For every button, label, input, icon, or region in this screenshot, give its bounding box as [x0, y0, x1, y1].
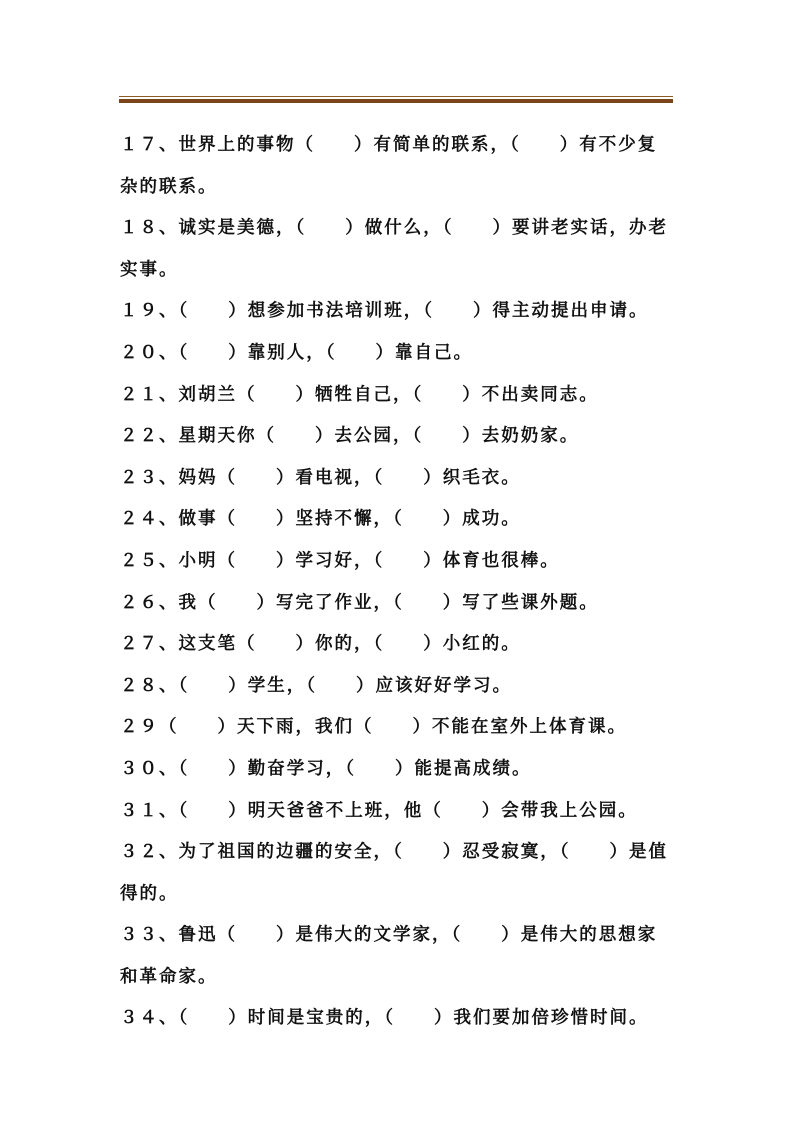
exercise-item-24: ２４、做事（ ）坚持不懈，（ ）成功。: [120, 509, 521, 530]
exercise-item-25: ２５、小明（ ）学习好，（ ）体育也很棒。: [120, 550, 560, 571]
exercise-item-23: ２３、妈妈（ ）看电视，（ ）织毛衣。: [120, 467, 521, 488]
exercise-item-34: ３４、（ ）时间是宝贵的，（ ）我们要加倍珍惜时间。: [120, 1008, 649, 1029]
exercise-item-26: ２６、我（ ）写完了作业，（ ）写了些课外题。: [120, 592, 599, 613]
exercise-item-33: ３３、鲁迅（ ）是伟大的文学家，（ ）是伟大的思想家和革命家。: [120, 925, 658, 987]
exercise-item-18: １８、诚实是美德，（ ）做什么，（ ）要讲老实话，办老实事。: [120, 218, 668, 280]
exercise-item-17: １７、世界上的事物（ ）有简单的联系，（ ）有不少复杂的联系。: [120, 135, 658, 197]
exercise-item-28: ２８、（ ）学生，（ ）应该好好学习。: [120, 675, 512, 696]
exercise-item-32: ３２、为了祖国的边疆的安全，（ ）忍受寂寞，（ ）是值得的。: [120, 842, 668, 904]
exercise-item-31: ３１、（ ）明天爸爸不上班，他（ ）会带我上公园。: [120, 800, 638, 821]
exercise-list: [120, 125, 676, 1040]
exercise-item-20: ２０、（ ）靠别人，（ ）靠自己。: [120, 342, 473, 363]
exercise-item-29: ２９（ ）天下雨，我们（ ）不能在室外上体育课。: [120, 717, 627, 738]
header-rule-thick: [119, 99, 673, 103]
header-rule-thin: [119, 96, 673, 97]
exercise-item-27: ２７、这支笔（ ）你的，（ ）小红的。: [120, 634, 521, 655]
exercise-item-19: １９、（ ）想参加书法培训班，（ ）得主动提出申请。: [120, 301, 649, 322]
exercise-item-30: ３０、（ ）勤奋学习，（ ）能提高成绩。: [120, 758, 532, 779]
exercise-item-22: ２２、星期天你（ ）去公园，（ ）去奶奶家。: [120, 426, 580, 447]
exercise-item-21: ２１、刘胡兰（ ）牺牲自己，（ ）不出卖同志。: [120, 384, 599, 405]
